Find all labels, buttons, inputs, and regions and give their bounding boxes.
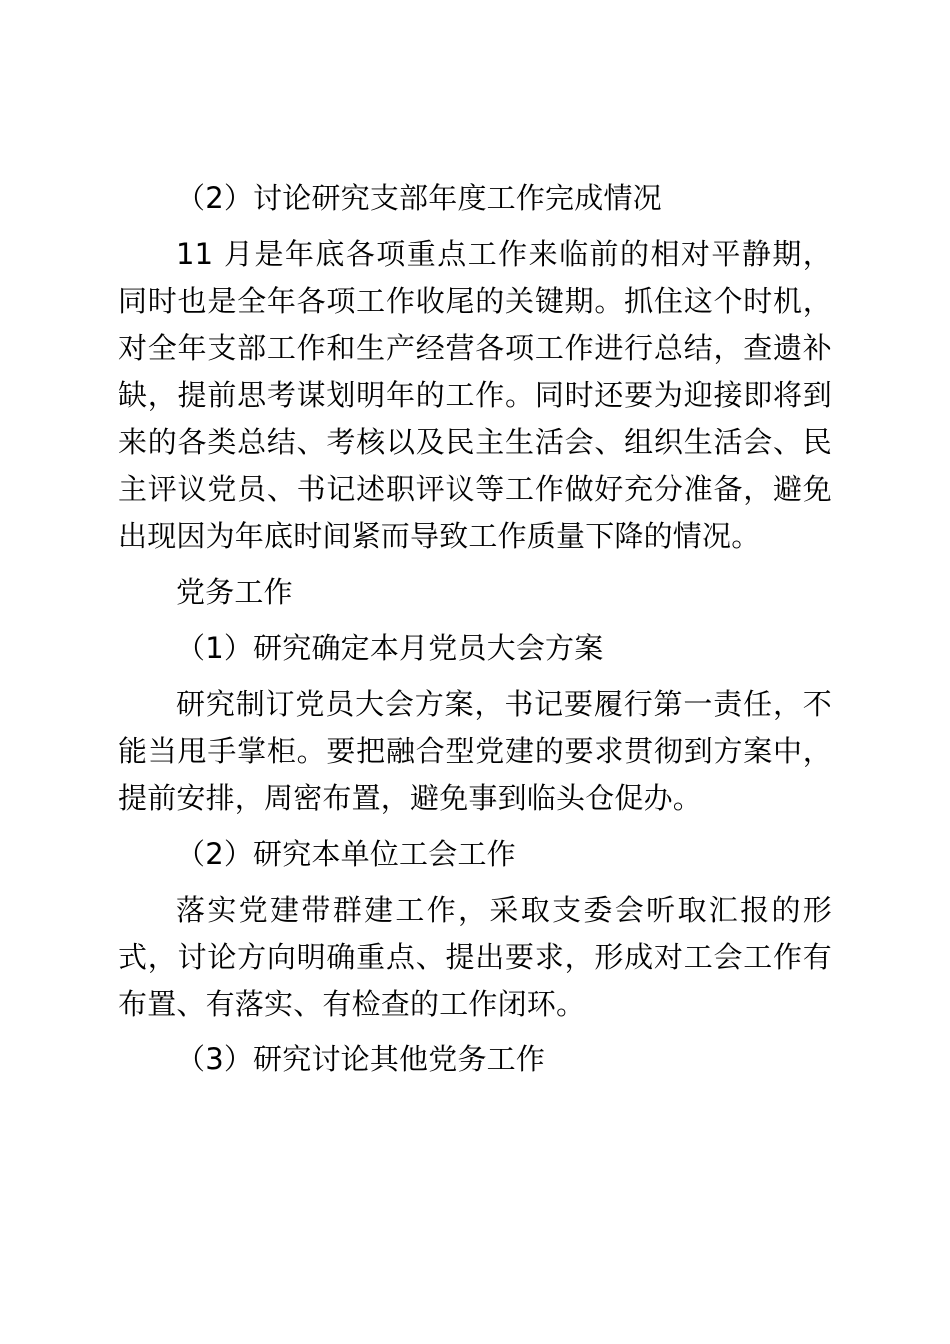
paragraph-body-union-work: 落实党建带群建工作，采取支委会听取汇报的形式，讨论方向明确重点、提出要求，形成对工会工作有布置、有落实、有检查的工作闭环。: [118, 892, 832, 1021]
paragraph-heading-union-work: （2）研究本单位工会工作: [176, 836, 516, 871]
document-body: [118, 175, 832, 1083]
paragraph-heading-other-party-affairs: （3）研究讨论其他党务工作: [176, 1042, 546, 1077]
paragraph-heading-discuss-annual-work: （2）讨论研究支部年度工作完成情况: [176, 181, 662, 215]
paragraph-november-summary: 11 月是年底各项重点工作来临前的相对平静期，同时也是全年各项工作收尾的关键期。抓住这个时机，对全年支部工作和生产经营各项工作进行总结，查遗补缺，提前思考谋划明年的工作。同时还要为迎接即将到来的各类总结、考核以及民主生活会、组织生活会、民主评议党员、书记述职评议等工作做好充分准备，避免出现因为年底时间紧而导致工作质量下降的情况。: [118, 236, 832, 553]
paragraph-section-party-affairs: 党务工作: [176, 574, 293, 609]
paragraph-heading-member-meeting-plan: （1）研究确定本月党员大会方案: [176, 630, 604, 665]
paragraph-body-member-meeting-plan: 研究制订党员大会方案，书记要履行第一责任，不能当甩手掌柜。要把融合型党建的要求贯彻到方案中，提前安排，周密布置，避免事到临头仓促办。: [118, 686, 832, 815]
